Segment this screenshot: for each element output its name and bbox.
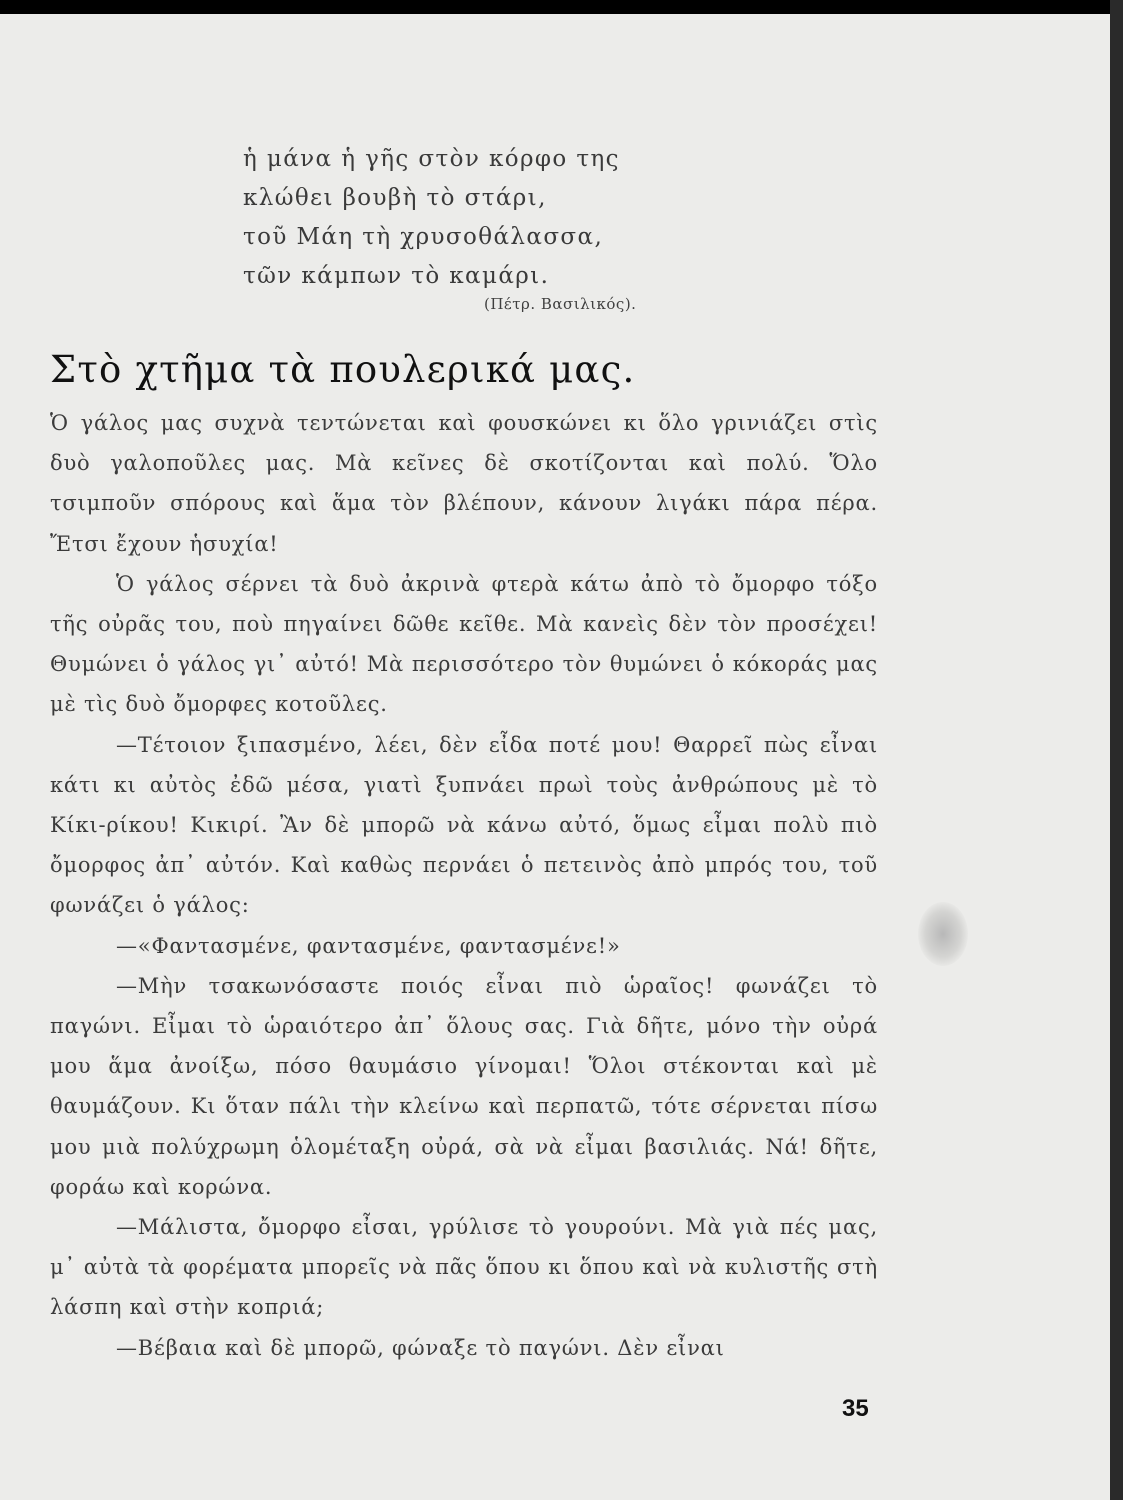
book-page xyxy=(0,14,1110,1500)
poem-line: κλώθει βουβὴ τὸ στάρι, xyxy=(243,185,547,211)
paragraph: Ὁ γάλος μας συχνὰ τεντώνεται καὶ φουσκώνει κι ὅλο γρινιάζει στὶς δυὸ γαλοποῦλες μας. Μὰ κεῖνες δὲ σκοτίζονται καὶ πολύ. Ὅλο τσιμποῦν σπόρους καὶ ἅμα τὸν βλέπουν, κάνουν λιγάκι πάρα πέρα. Ἔτσι ἔχουν ἡσυχία! xyxy=(50,411,878,556)
paragraph: —«Φαντασμένε, φαντασμένε, φαντασμένε!» xyxy=(116,933,621,958)
paragraph: —Μάλιστα, ὄμορφο εἶσαι, γρύλισε τὸ γουρούνι. Μὰ γιὰ πές μας, μ᾽ αὐτὰ τὰ φορέματα μπορεῖς νὰ πᾶς ὅπου κι ὅπου καὶ νὰ κυλιστῆς στὴ λάσπη καὶ στὴν κοπριά; xyxy=(50,1215,878,1320)
paragraph: Ὁ γάλος σέρνει τὰ δυὸ ἀκρινὰ φτερὰ κάτω ἀπὸ τὸ ὄμορφο τόξο τῆς οὐρᾶς του, ποὺ πηγαίνει δῶθε κεῖθε. Μὰ κανεὶς δὲν τὸν προσέχει! Θυμώνει ὁ γάλος γι᾽ αὐτό! Μὰ περισσότερο τὸν θυμώνει ὁ κόκοράς μας μὲ τὶς δυὸ ὄμορφες κοτοῦλες. xyxy=(50,571,878,717)
poem-line: ἡ μάνα ἡ γῆς στὸν κόρφο της xyxy=(243,146,620,172)
paragraph: —Βέβαια καὶ δὲ μπορῶ, φώναξε τὸ παγώνι. Δὲν εἶναι xyxy=(116,1335,725,1360)
page-number: 35 xyxy=(842,1395,869,1422)
scan-top-border xyxy=(0,0,1123,14)
poem-attribution: (Πέτρ. Βασιλικός). xyxy=(484,295,637,313)
poem-line: τῶν κάμπων τὸ καμάρι. xyxy=(243,263,550,289)
section-title: Στὸ χτῆμα τὰ πουλερικά μας. xyxy=(50,348,636,391)
paragraph: —Μὴν τσακωνόσαστε ποιός εἶναι πιὸ ὡραῖος! φωνάζει τὸ παγώνι. Εἶμαι τὸ ὡραιότερο ἀπ᾽ ὅλους σας. Γιὰ δῆτε, μόνο τὴν οὐρά μου ἅμα ἀνοίξω, πόσο θαυμάσιο γίνομαι! Ὅλοι στέκονται καὶ μὲ θαυμάζουν. Κι ὅταν πάλι τὴν κλείνω καὶ περπατῶ, τότε σέρνεται πίσω μου μιὰ πολύχρωμη ὁλομέταξη οὐρά, σὰ νὰ εἶμαι βασιλιάς. Νά! δῆτε, φοράω καὶ κορώνα. xyxy=(50,973,878,1199)
poem-excerpt xyxy=(243,140,883,296)
scan-right-edge xyxy=(1110,0,1123,1500)
paragraph: —Τέτοιον ξιπασμένο, λέει, δὲν εἶδα ποτέ μου! Θαρρεῖ πὼς εἶναι κάτι κι αὐτὸς ἐδῶ μέσα, γιατὶ ξυπνάει πρωὶ τοὺς ἀνθρώπους μὲ τὸ Κίκι-ρίκου! Κικιρί. Ἂν δὲ μπορῶ νὰ κάνω αὐτό, ὅμως εἶμαι πολὺ πιὸ ὄμορφος ἀπ᾽ αὐτόν. Καὶ καθὼς περνάει ὁ πετεινὸς ἀπὸ μπρός του, τοῦ φωνάζει ὁ γάλος: xyxy=(50,732,878,918)
print-smudge xyxy=(918,902,968,966)
poem-line: τοῦ Μάη τὴ χρυσοθάλασσα, xyxy=(243,224,604,250)
story-text xyxy=(50,403,878,1368)
